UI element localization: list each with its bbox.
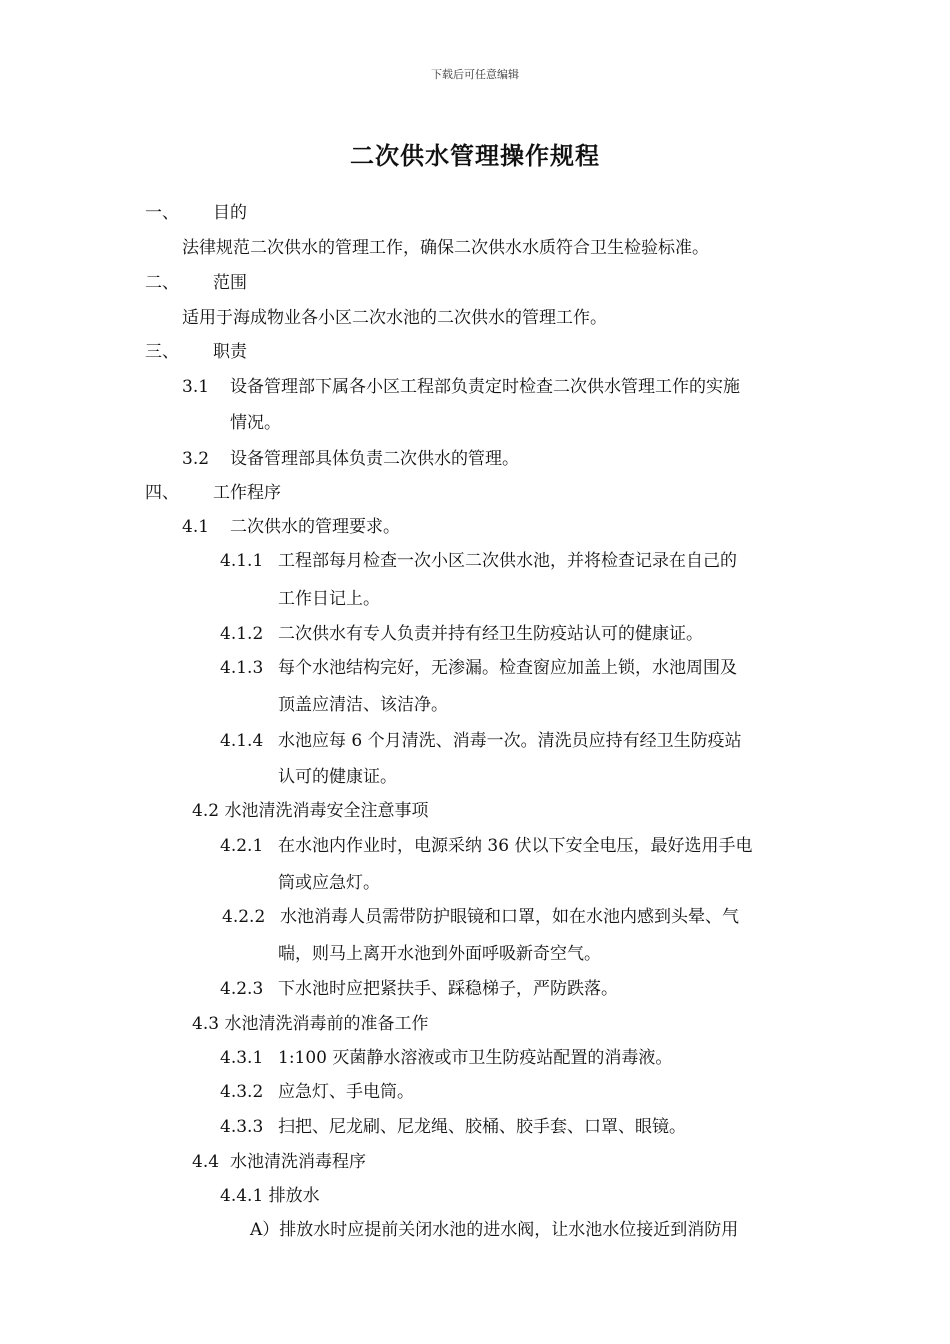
clause-continuation: 工作日记上。 <box>278 589 380 609</box>
section-4-heading <box>145 482 281 504</box>
clause-4-2-2 <box>222 906 739 928</box>
subsection-4-2-heading: 4.2 水池清洗消毒安全注意事项 <box>192 801 429 821</box>
section-2-heading <box>145 272 247 294</box>
section-title: 范围 <box>213 273 247 293</box>
clause-text: 1:100 灭菌静水溶液或市卫生防疫站配置的消毒液。 <box>278 1048 673 1068</box>
clause-4-3-2 <box>220 1081 414 1103</box>
clause-number: 4.1.4 <box>220 731 264 751</box>
clause-text: 水池清洗消毒程序 <box>230 1152 366 1172</box>
clause-continuation: 顶盖应清洁、该洁净。 <box>278 695 448 715</box>
clause-number: 4.4 <box>192 1152 220 1172</box>
clause-continuation: 喘，则马上离开水池到外面呼吸新奇空气。 <box>278 944 601 964</box>
document-title: 二次供水管理操作规程 <box>350 142 600 170</box>
subsection-4-3-heading: 4.3 水池清洗消毒前的准备工作 <box>192 1014 429 1034</box>
clause-4-3-1 <box>220 1047 672 1069</box>
clause-text: 下水池时应把紧扶手、踩稳梯子，严防跌落。 <box>278 979 618 999</box>
subsection-4-4-heading <box>192 1151 366 1173</box>
clause-number: 4.1.3 <box>220 658 264 678</box>
section-number: 二、 <box>145 273 179 293</box>
clause-number: 4.3.1 <box>220 1048 264 1068</box>
clause-4-4-1: 4.4.1 排放水 <box>220 1186 320 1206</box>
clause-number: 4.1.1 <box>220 551 264 571</box>
clause-4-1 <box>182 516 400 538</box>
clause-text: 应急灯、手电筒。 <box>278 1082 414 1102</box>
header-note: 下载后可任意编辑 <box>431 68 519 81</box>
paragraph: 适用于海成物业各小区二次水池的二次供水的管理工作。 <box>182 308 607 328</box>
clause-number: 4.3.3 <box>220 1117 264 1137</box>
clause-text: 二次供水有专人负责并持有经卫生防疫站认可的健康证。 <box>278 624 703 644</box>
paragraph: 法律规范二次供水的管理工作，确保二次供水水质符合卫生检验标准。 <box>182 238 709 258</box>
section-title: 职责 <box>213 342 247 362</box>
clause-text: 设备管理部下属各小区工程部负责定时检查二次供水管理工作的实施 <box>230 377 740 397</box>
clause-number: 4.1.2 <box>220 624 264 644</box>
clause-4-1-4 <box>220 730 742 752</box>
section-number: 三、 <box>145 342 179 362</box>
clause-continuation: 情况。 <box>230 413 281 433</box>
clause-text: 在水池内作业时，电源采纳 36 伏以下安全电压，最好选用手电 <box>278 836 753 856</box>
clause-4-2-1 <box>220 835 752 857</box>
clause-number: 3.2 <box>182 449 210 469</box>
clause-number: 3.1 <box>182 377 210 397</box>
clause-text: 水池应每 6 个月清洗、消毒一次。清洗员应持有经卫生防疫站 <box>278 731 742 751</box>
clause-number: 4.2.1 <box>220 836 264 856</box>
clause-text: 二次供水的管理要求。 <box>230 517 400 537</box>
clause-4-1-2 <box>220 623 703 645</box>
clause-4-1-3 <box>220 657 737 679</box>
clause-number: 4.3.2 <box>220 1082 264 1102</box>
clause-continuation: 筒或应急灯。 <box>278 873 380 893</box>
section-title: 工作程序 <box>213 483 281 503</box>
section-number: 一、 <box>145 203 179 223</box>
section-number: 四、 <box>145 483 179 503</box>
clause-3-2 <box>182 448 519 470</box>
clause-text: 扫把、尼龙刷、尼龙绳、胶桶、胶手套、口罩、眼镜。 <box>278 1117 686 1137</box>
clause-4-1-1 <box>220 550 737 572</box>
clause-number: 4.1 <box>182 517 210 537</box>
clause-3-1 <box>182 376 740 398</box>
clause-continuation: 认可的健康证。 <box>278 767 397 787</box>
clause-4-2-3 <box>220 978 618 1000</box>
step-a: A）排放水时应提前关闭水池的进水阀，让水池水位接近到消防用 <box>250 1220 739 1240</box>
clause-text: 水池消毒人员需带防护眼镜和口罩，如在水池内感到头晕、气 <box>280 907 739 927</box>
clause-text: 工程部每月检查一次小区二次供水池，并将检查记录在自己的 <box>278 551 737 571</box>
clause-text: 设备管理部具体负责二次供水的管理。 <box>230 449 519 469</box>
section-title: 目的 <box>213 203 247 223</box>
section-3-heading <box>145 341 247 363</box>
clause-number: 4.2.2 <box>222 907 266 927</box>
section-1-heading <box>145 202 247 224</box>
clause-4-3-3 <box>220 1116 686 1138</box>
clause-text: 每个水池结构完好，无渗漏。检查窗应加盖上锁，水池周围及 <box>278 658 737 678</box>
clause-number: 4.2.3 <box>220 979 264 999</box>
